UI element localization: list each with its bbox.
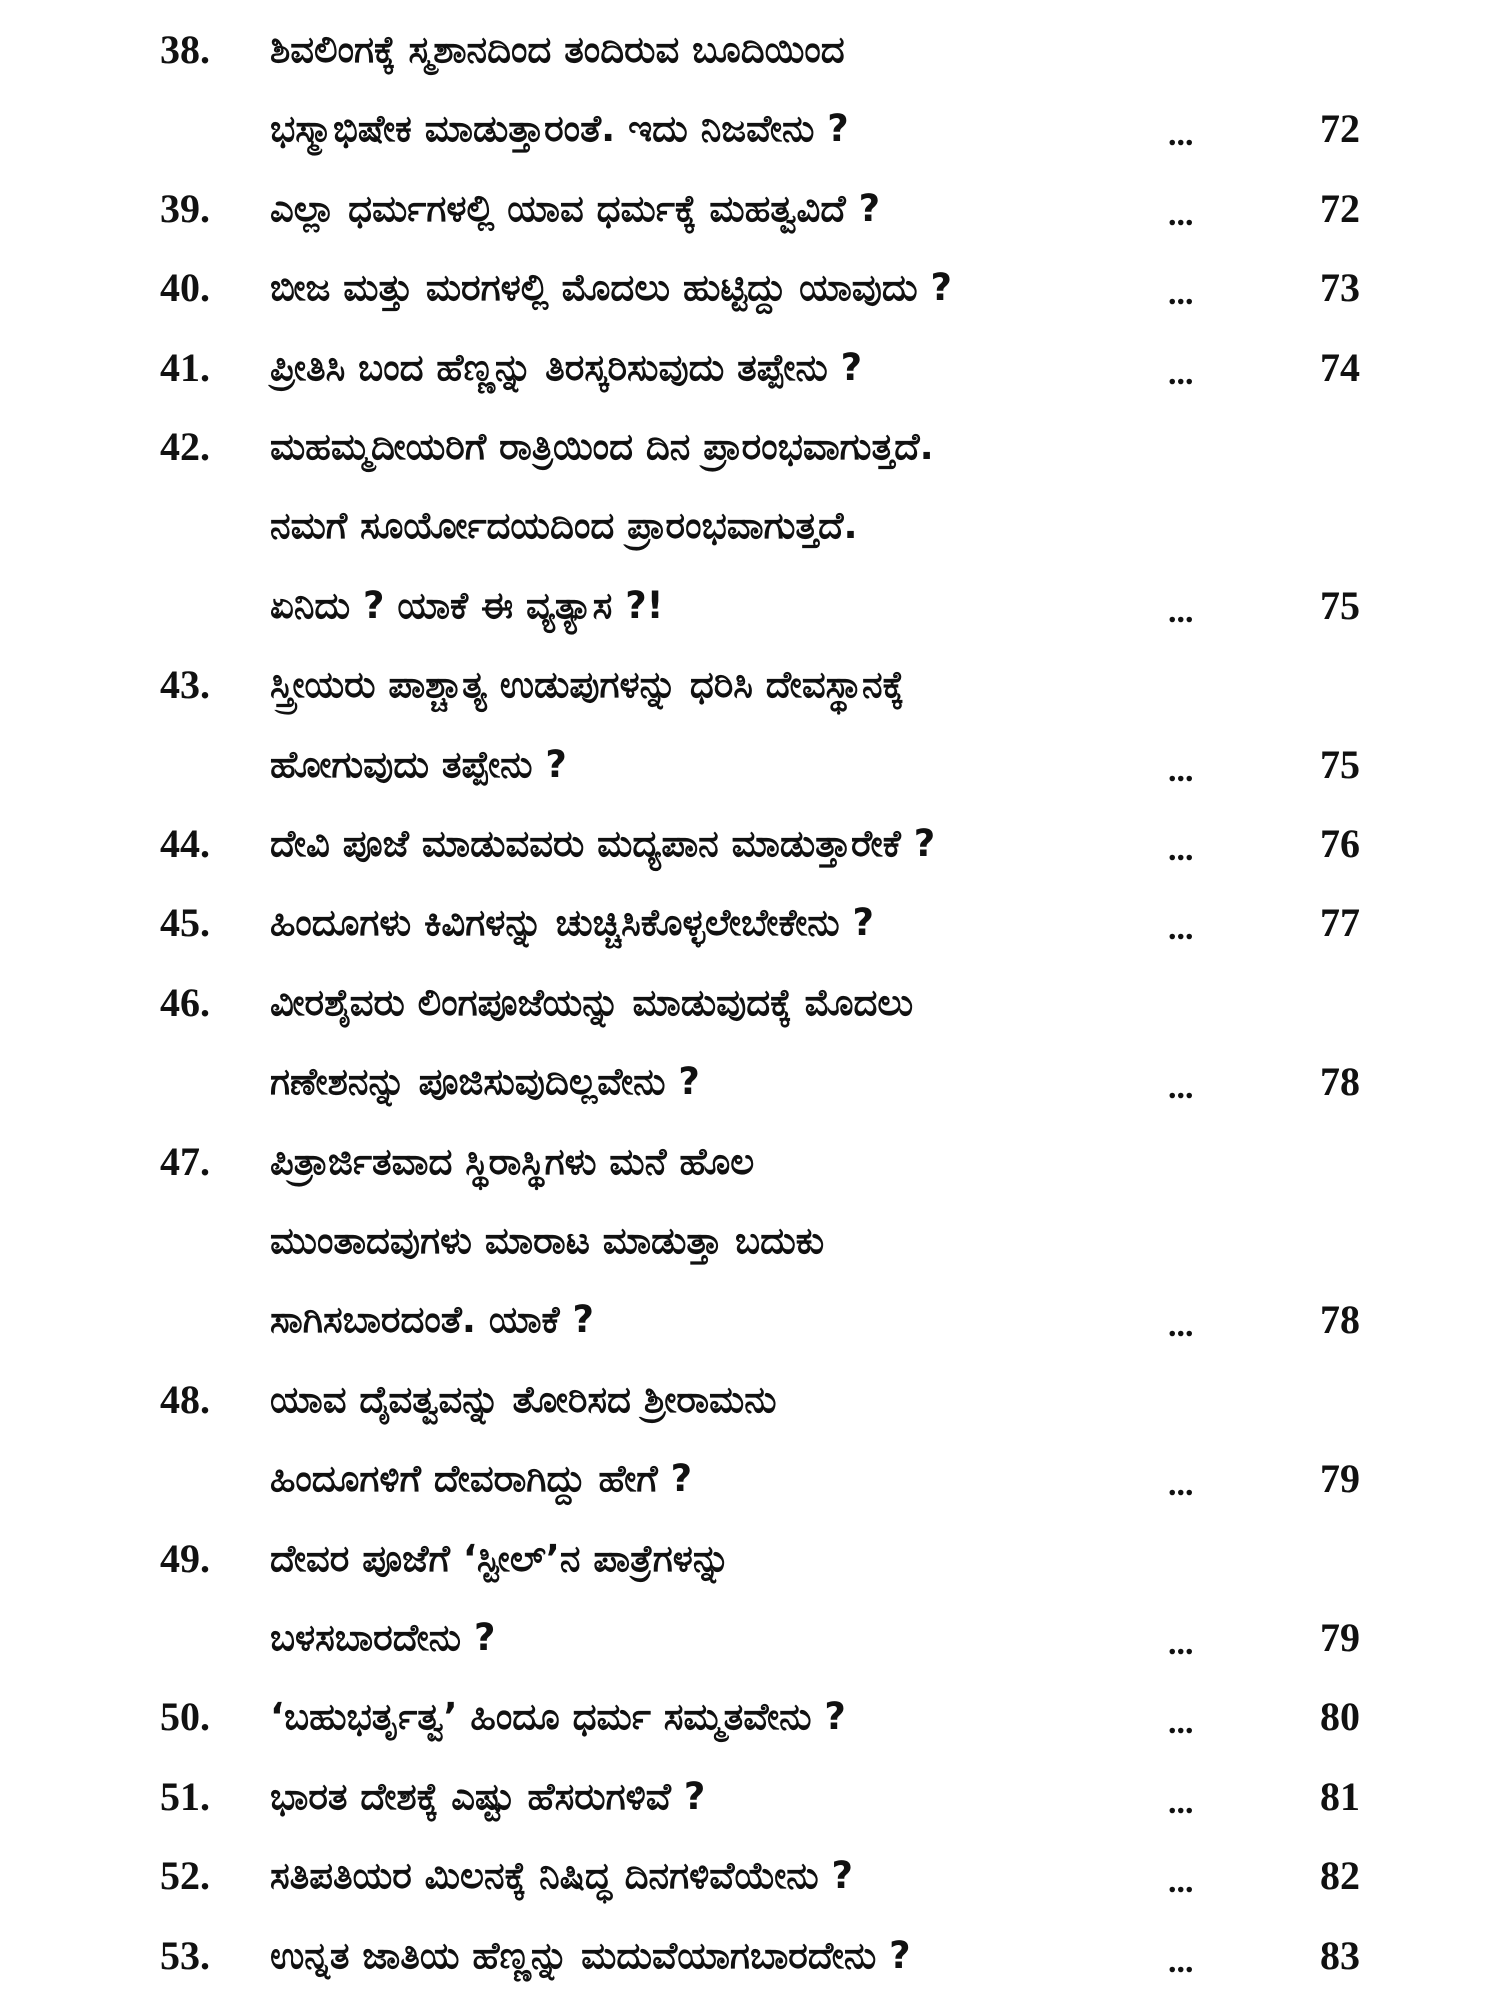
entry-title-line: ದೇವಿ ಪೂಜೆ ಮಾಡುವವರು ಮದ್ಯಪಾನ ಮಾಡುತ್ತಾರೇಕೆ ? [270,822,936,865]
leader-dots: ... [1168,354,1194,392]
entry-title-line: ಸಾಗಿಸಬಾರದಂತೆ. ಯಾಕೆ ? [270,1298,594,1342]
entry-title-line: ಹೋಗುವುದು ತಪ್ಪೇನು ? [270,742,567,786]
page-number: 74 [1320,344,1360,390]
entry-title-line: ನಮಗೆ ಸೂರ್ಯೋದಯದಿಂದ ಪ್ರಾರಂಭವಾಗುತ್ತದೆ. [270,504,858,548]
page-number: 78 [1320,1297,1360,1343]
page-number: 82 [1320,1853,1360,1899]
entry-title-line: ಉನ್ನತ ಜಾತಿಯ ಹೆಣ್ಣನ್ನು ಮದುವೆಯಾಗಬಾರದೇನು ? [270,1933,911,1977]
page-number: 75 [1320,582,1360,628]
entry-title-line: ಶಿವಲಿಂಗಕ್ಕೆ ಸ್ಮಶಾನದಿಂದ ತಂದಿರುವ ಬೂದಿಯಿಂದ [270,28,845,71]
page-number: 78 [1320,1059,1360,1105]
toc-line [0,1677,1500,1757]
entry-title-line: ಎಲ್ಲಾ ಧರ್ಮಗಳಲ್ಲಿ ಯಾವ ಧರ್ಮಕ್ಕೆ ಮಹತ್ವವಿದೆ ? [270,186,881,230]
page-number: 79 [1320,1615,1360,1660]
page-number: 79 [1320,1456,1360,1502]
entry-number: 41. [160,344,210,390]
page-number: 80 [1320,1694,1360,1740]
leader-dots: ... [1168,910,1194,948]
entry-number: 48. [160,1376,210,1422]
entry-title-line: ಹಿಂದೂಗಳು ಕಿವಿಗಳನ್ನು ಚುಚ್ಚಿಸಿಕೊಳ್ಳಲೇಬೇಕೇನು ? [270,901,874,945]
page-number: 73 [1320,265,1360,311]
toc-line [0,963,1500,1043]
entry-title-line: ಸ್ತ್ರೀಯರು ಪಾಶ್ಚಾತ್ಯ ಉಡುಪುಗಳನ್ನು ಧರಿಸಿ ದೇವಸ್ಥಾನಕ್ಕೆ [270,663,905,707]
page-number: 77 [1320,900,1360,946]
entry-title-line: ಹಿಂದೂಗಳಿಗೆ ದೇವರಾಗಿದ್ದು ಹೇಗೆ ? [270,1457,693,1501]
toc-line [0,89,1500,169]
entry-number: 51. [160,1773,210,1819]
entry-title-line: ಸತಿಪತಿಯರ ಮಿಲನಕ್ಕೆ ನಿಷಿದ್ಧ ದಿನಗಳಿವೆಯೇನು ? [270,1854,853,1898]
entry-title-line: ಮಹಮ್ಮದೀಯರಿಗೆ ರಾತ್ರಿಯಿಂದ ದಿನ ಪ್ರಾರಂಭವಾಗುತ್ತದೆ. [270,425,934,468]
toc-line [0,1280,1500,1360]
entry-number: 44. [160,821,210,866]
leader-dots: ... [1168,116,1194,154]
leader-dots: ... [1168,831,1194,868]
entry-title-line: ದೇವರ ಪೂಜೆಗೆ ‘ಸ್ಟೀಲ್’ನ ಪಾತ್ರೆಗಳನ್ನು [270,1536,731,1580]
leader-dots: ... [1168,1625,1194,1662]
entry-number: 53. [160,1932,210,1978]
leader-dots: ... [1168,1704,1194,1742]
toc-line [0,248,1500,328]
page-number: 72 [1320,185,1360,231]
entry-title-line: ಪಿತ್ರಾರ್ಜಿತವಾದ ಸ್ಥಿರಾಸ್ಥಿಗಳು ಮನೆ ಹೊಲ [270,1139,755,1183]
entry-title-line: ಮುಂತಾದವುಗಳು ಮಾರಾಟ ಮಾಡುತ್ತಾ ಬದುಕು [270,1219,825,1262]
entry-number: 47. [160,1138,210,1184]
entry-title-line: ಭಸ್ಮಾಭಿಷೇಕ ಮಾಡುತ್ತಾರಂತೆ. ಇದು ನಿಜವೇನು ? [270,107,849,151]
toc-line [0,169,1500,249]
toc-line [0,10,1500,90]
leader-dots: ... [1168,275,1194,313]
toc-line [0,1042,1500,1122]
toc-line [0,1757,1500,1837]
page-number: 83 [1320,1932,1360,1978]
leader-dots: ... [1168,751,1194,789]
leader-dots: ... [1168,1783,1194,1821]
leader-dots: ... [1168,1307,1194,1345]
entry-title-line: ವೀರಶೈವರು ಲಿಂಗಪೂಜೆಯನ್ನು ಮಾಡುವುದಕ್ಕೆ ಮೊದಲು [270,980,914,1024]
toc-line [0,407,1500,487]
entry-number: 50. [160,1694,210,1740]
entry-title-line: ಗಣೇಶನನ್ನು ಪೂಜಿಸುವುದಿಲ್ಲವೇನು ? [270,1060,700,1104]
leader-dots: ... [1168,195,1194,233]
toc-line [0,566,1500,646]
toc-line [0,804,1500,884]
entry-number: 45. [160,900,210,946]
entry-number: 40. [160,265,210,311]
toc-line [0,1916,1500,1996]
page-number: 75 [1320,741,1360,787]
toc-line [0,1836,1500,1916]
entry-title-line: ಯಾವ ದೈವತ್ವವನ್ನು ತೋರಿಸದ ಶ್ರೀರಾಮನು [270,1377,777,1421]
entry-number: 42. [160,424,210,469]
toc-line [0,1519,1500,1599]
leader-dots: ... [1168,1942,1194,1980]
entry-number: 46. [160,979,210,1025]
page-number: 72 [1320,106,1360,152]
toc-line [0,725,1500,805]
leader-dots: ... [1168,1466,1194,1504]
toc-line [0,883,1500,963]
entry-number: 39. [160,185,210,231]
toc-line [0,1122,1500,1202]
toc-line [0,1439,1500,1519]
page-number: 81 [1320,1773,1360,1819]
toc-line [0,1360,1500,1440]
toc-line [0,328,1500,408]
entry-number: 49. [160,1535,210,1581]
toc-line [0,1598,1500,1678]
entry-title-line: ಏನಿದು ? ಯಾಕೆ ಈ ವ್ಯತ್ಯಾಸ ?! [270,583,664,627]
entry-number: 43. [160,662,210,708]
entry-number: 38. [160,27,210,72]
leader-dots: ... [1168,1863,1194,1901]
page-number: 76 [1320,821,1360,866]
leader-dots: ... [1168,1069,1194,1107]
leader-dots: ... [1168,592,1194,630]
entry-title-line: ಪ್ರೀತಿಸಿ ಬಂದ ಹೆಣ್ಣನ್ನು ತಿರಸ್ಕರಿಸುವುದು ತಪ್ಪೇನು ? [270,345,863,389]
toc-line [0,486,1500,566]
entry-title-line: ಬಳಸಬಾರದೇನು ? [270,1616,496,1659]
entry-title-line: ಬೀಜ ಮತ್ತು ಮರಗಳಲ್ಲಿ ಮೊದಲು ಹುಟ್ಟಿದ್ದು ಯಾವುದು ? [270,266,952,310]
entry-number: 52. [160,1853,210,1899]
toc-line [0,645,1500,725]
entry-title-line: ‘ಬಹುಭರ್ತೃತ್ವ’ ಹಿಂದೂ ಧರ್ಮ ಸಮ್ಮತವೇನು ? [270,1695,846,1739]
toc-line [0,1201,1500,1281]
entry-title-line: ಭಾರತ ದೇಶಕ್ಕೆ ಎಷ್ಟು ಹೆಸರುಗಳಿವೆ ? [270,1774,706,1818]
